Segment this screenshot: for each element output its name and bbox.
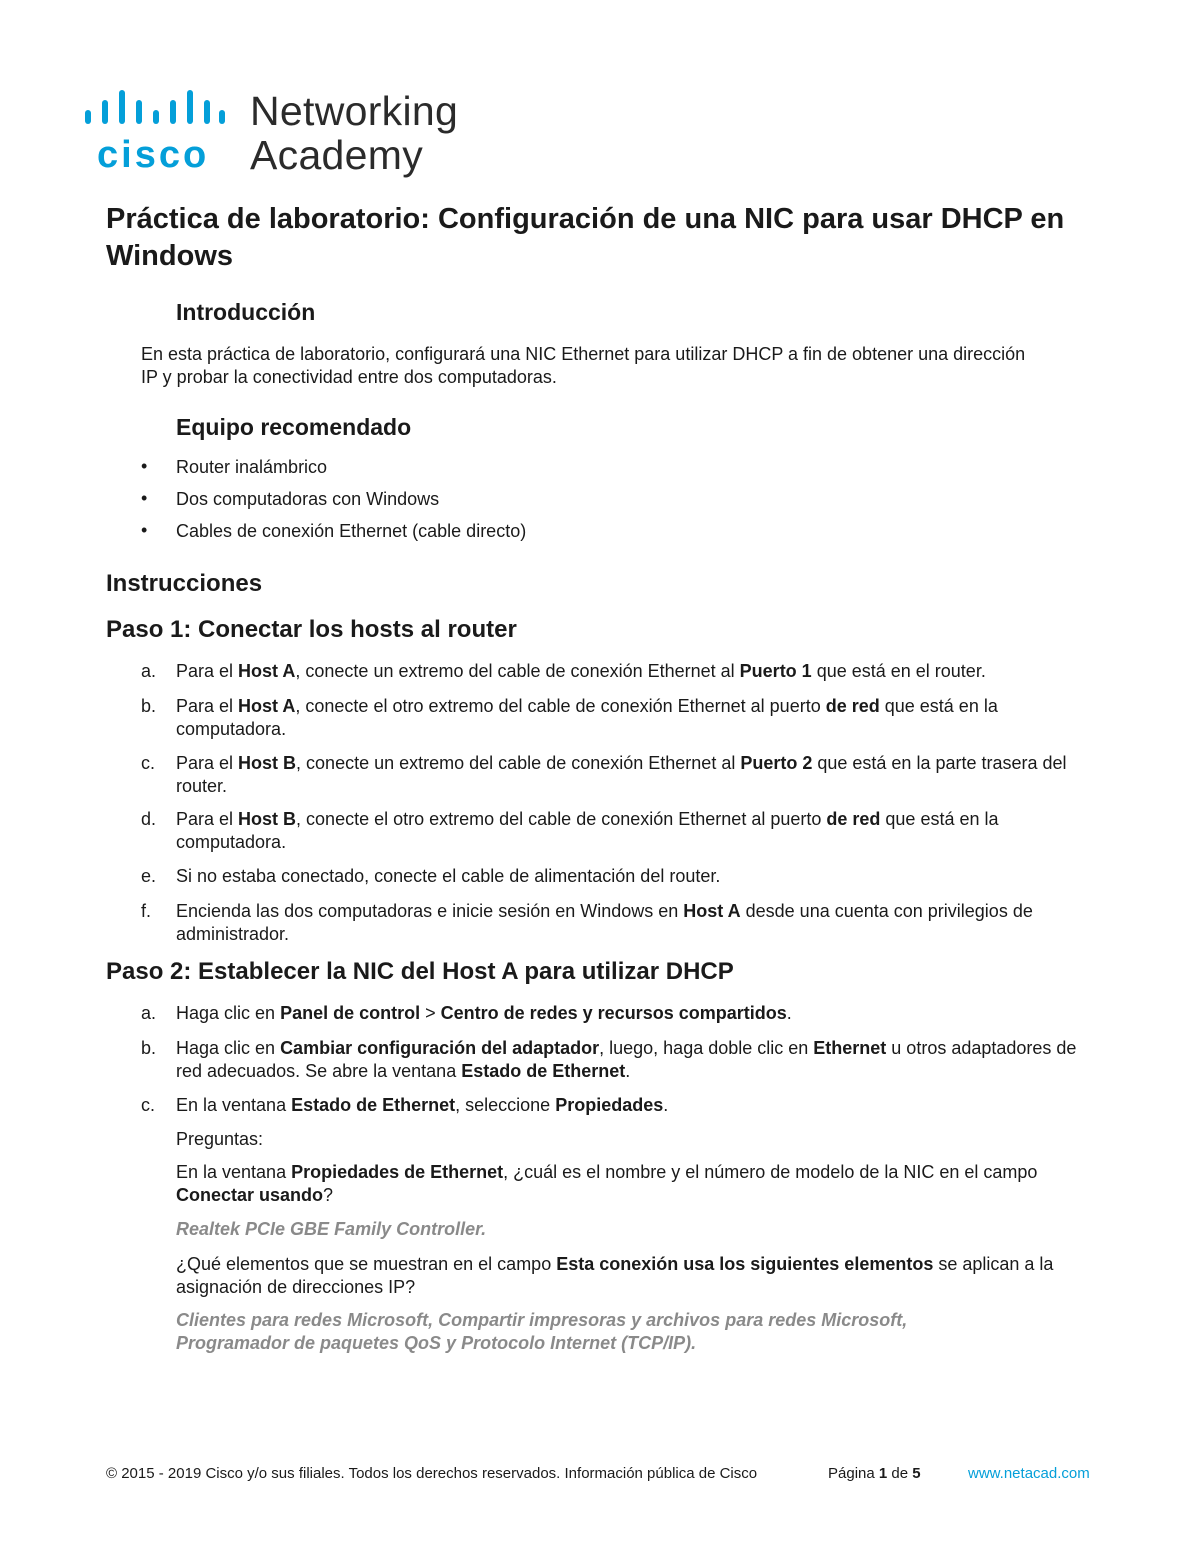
footer-page-number: Página 1 de 5 <box>828 1465 921 1482</box>
intro-heading: Introducción <box>176 299 316 325</box>
question-1: En la ventana Propiedades de Ethernet, ¿cuál es el nombre y el número de modelo de la NIC en el campo Conectar usando? <box>176 1162 1038 1205</box>
question-2: ¿Qué elementos que se muestran en el campo Esta conexión usa los siguientes elementos se aplican a la asignación de direcciones IP? <box>176 1254 1054 1297</box>
logo-networking-text: Networking <box>250 88 459 134</box>
intro-text: En esta práctica de laboratorio, configurará una NIC Ethernet para utilizar DHCP a fin de obtener una dirección IP y probar la conectividad entre dos computadoras. <box>141 344 1026 387</box>
questions-label: Preguntas: <box>176 1129 264 1149</box>
equipment-heading: Equipo recomendado <box>176 414 412 440</box>
logo-academy-text: Academy <box>250 132 424 178</box>
step1-heading: Paso 1: Conectar los hosts al router <box>106 616 517 643</box>
footer-copyright: © 2015 - 2019 Cisco y/o sus filiales. Todos los derechos reservados. Información pública de Cisco <box>106 1465 758 1482</box>
instructions-heading: Instrucciones <box>106 570 263 597</box>
document-title: Práctica de laboratorio: Configuración de una NIC para usar DHCP en Windows <box>106 203 1065 272</box>
answer-1: Realtek PCIe GBE Family Controller. <box>176 1219 487 1239</box>
step2-heading: Paso 2: Establecer la NIC del Host A para utilizar DHCP <box>106 958 734 985</box>
cisco-bars-icon <box>85 88 225 132</box>
logo-cisco-wordmark: cisco <box>97 134 210 176</box>
cisco-networking-academy-logo <box>85 88 485 183</box>
answer-2: Clientes para redes Microsoft, Compartir impresoras y archivos para redes Microsoft, Programador de paquetes QoS y Protocolo Internet (TCP/IP). <box>176 1310 908 1353</box>
footer-netacad-link[interactable]: www.netacad.com <box>968 1465 1090 1482</box>
